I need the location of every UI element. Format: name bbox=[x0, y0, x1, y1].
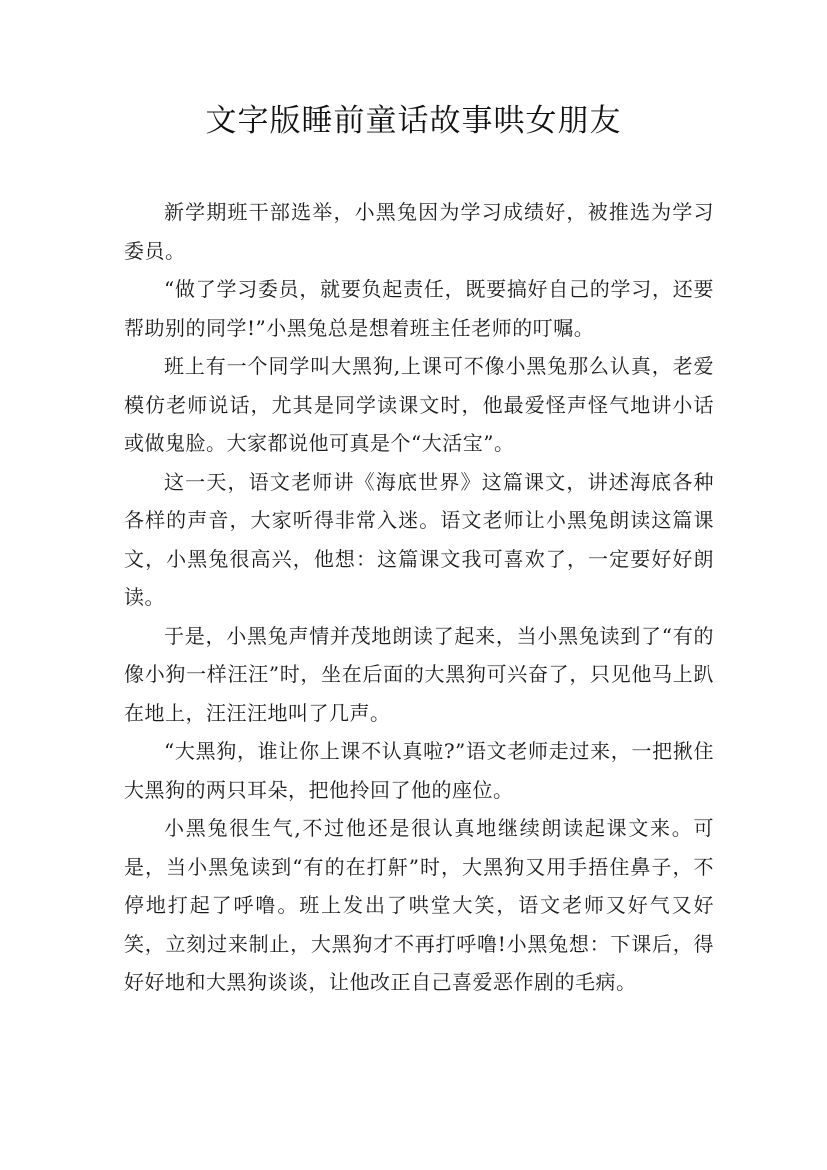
document-title: 文字版睡前童话故事哄女朋友 bbox=[205, 103, 622, 139]
paragraph: 班上有一个同学叫大黑狗,上课可不像小黑兔那么认真，老爱模仿老师说话，尤其是同学读课文时，他最爱怪声怪气地讲小话或做鬼脸。大家都说他可真是个“大活宝”。 bbox=[124, 354, 714, 455]
document-body bbox=[124, 193, 714, 1002]
paragraph: 小黑兔很生气,不过他还是很认真地继续朗读起课文来。可是，当小黑兔读到“有的在打鼾”时，大黑狗又用手捂住鼻子，不停地打起了呼噜。班上发出了哄堂大笑，语文老师又好气又好笑，立刻过来制止，大黑狗才不再打呼噜!小黑兔想：下课后，得好好地和大黑狗谈谈，让他改正自己喜爱恶作剧的毛病。 bbox=[124, 816, 714, 994]
paragraph: “大黑狗，谁让你上课不认真啦?”语文老师走过来，一把揪住大黑狗的两只耳朵，把他拎回了他的座位。 bbox=[124, 739, 714, 802]
paragraph: 这一天，语文老师讲《海底世界》这篇课文，讲述海底各种各样的声音，大家听得非常入迷。语文老师让小黑兔朗读这篇课文，小黑兔很高兴，他想：这篇课文我可喜欢了，一定要好好朗读。 bbox=[124, 469, 714, 609]
paragraph: “做了学习委员，就要负起责任，既要搞好自己的学习，还要帮助别的同学!”小黑兔总是想着班主任老师的叮嘱。 bbox=[124, 277, 714, 340]
paragraph: 新学期班干部选举，小黑兔因为学习成绩好，被推选为学习委员。 bbox=[124, 200, 714, 263]
paragraph: 于是，小黑兔声情并茂地朗读了起来，当小黑兔读到了“有的像小狗一样汪汪”时，坐在后面的大黑狗可兴奋了，只见他马上趴在地上，汪汪汪地叫了几声。 bbox=[124, 623, 714, 725]
